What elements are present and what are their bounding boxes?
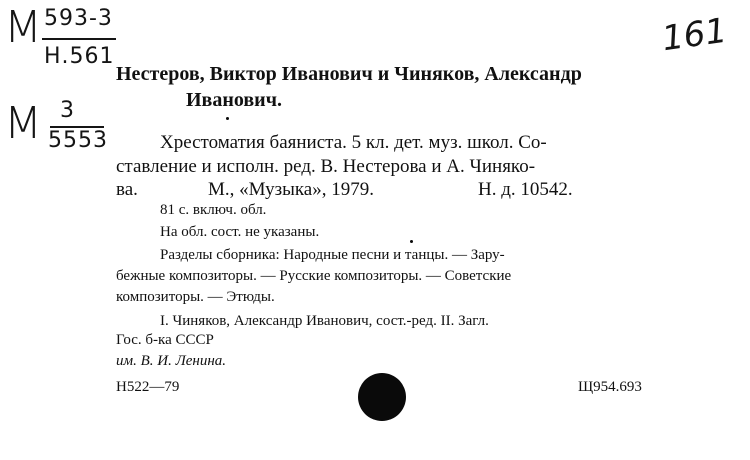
contents-line-2: бежные композиторы. — Русские композиторы. — Советские — [116, 268, 512, 284]
contents-line-1: Разделы сборника: Народные песни и танцы. — Зару- — [160, 247, 505, 263]
imprint-publisher: М., «Музыка», 1979. — [208, 179, 374, 200]
punch-hole — [358, 373, 406, 421]
catalog-code: Щ954.693 — [578, 379, 642, 395]
tracings: I. Чиняков, Александр Иванович, сост.-ред. II. Загл. — [160, 313, 489, 329]
library-stamp-line-2: им. В. И. Ленина. — [116, 353, 227, 369]
ink-dot — [226, 117, 229, 120]
shelfmark-bottom-2: 5553 — [48, 128, 108, 153]
shelfmark-bottom-1: Н.561 — [44, 44, 115, 69]
title-line-1: Хрестоматия баяниста. 5 кл. дет. муз. школ. Со- — [160, 132, 547, 153]
shelfmark-symbol-2: М — [4, 98, 42, 149]
collation: 81 с. включ. обл. — [160, 202, 267, 218]
note: На обл. сост. не указаны. — [160, 224, 320, 240]
contents-line-3: композиторы. — Этюды. — [116, 289, 275, 305]
heading-line-2: Иванович. — [186, 89, 282, 111]
imprint-plate-number: Н. д. 10542. — [478, 179, 573, 200]
title-line-2: ставление и исполн. ред. В. Нестерова и А. Чиняко- — [116, 156, 536, 177]
ink-dot — [410, 240, 413, 243]
library-stamp-line-1: Гос. б-ка СССР — [116, 332, 214, 348]
imprint-prefix: ва. — [116, 179, 138, 200]
heading-line-1: Нестеров, Виктор Иванович и Чиняков, Александр — [116, 63, 582, 85]
shelfmark-top-2: 3 — [60, 98, 75, 123]
shelfmark-top-1: 593-3 — [44, 6, 113, 31]
shelfmark-rule-1 — [42, 38, 116, 40]
shelfmark-symbol-1: М — [4, 2, 42, 53]
inventory-number: 161 — [659, 10, 730, 60]
class-number: Н522—79 — [116, 379, 180, 395]
